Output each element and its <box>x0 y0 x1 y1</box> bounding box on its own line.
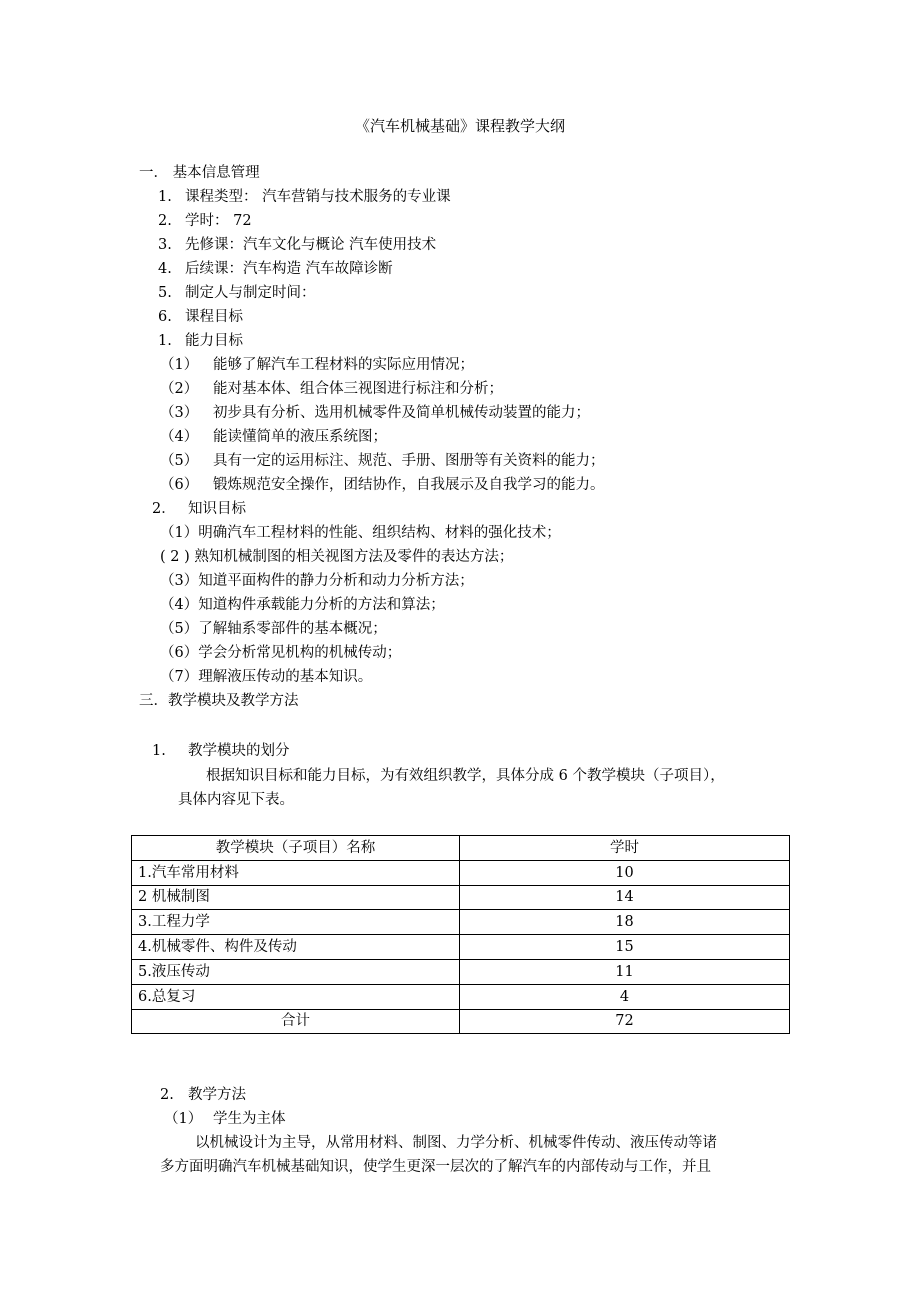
doc-title: 《汽车机械基础》课程教学大纲 <box>354 117 565 135</box>
module-name: 4.机械零件、构件及传动 <box>132 935 460 960</box>
knowledge-item: （4）知道构件承载能力分析的方法和算法； <box>160 597 445 613</box>
method-paragraph-line-2: 多方面明确汽车机械基础知识，使学生更深一层次的了解汽车的内部传动与工作，并且 <box>160 1159 711 1175</box>
module-name: 3.工程力学 <box>132 910 460 935</box>
list-item-text: 先修课：汽车文化与概论 汽车使用技术 <box>185 237 437 253</box>
module-name: 6.总复习 <box>132 984 460 1009</box>
table-row <box>132 984 790 1009</box>
ability-num: （6） <box>160 477 199 493</box>
section-heading-basic-info: 一． 基本信息管理 <box>139 165 260 181</box>
ability-text: 能够了解汽车工程材料的实际应用情况； <box>213 357 474 373</box>
ability-text: 初步具有分析、选用机械零件及简单机械传动装置的能力； <box>213 405 590 421</box>
ability-num: （5） <box>160 453 199 469</box>
list-item-text: 能力目标 <box>185 333 243 349</box>
list-item-text: 课程目标 <box>185 309 243 325</box>
module-hours: 11 <box>460 959 790 984</box>
knowledge-heading-num: 2． <box>152 501 176 517</box>
module-name: 5.液压传动 <box>132 959 460 984</box>
knowledge-item: （1）明确汽车工程材料的性能、组织结构、材料的强化技术； <box>160 525 561 541</box>
table-header-name: 教学模块（子项目）名称 <box>132 836 460 861</box>
method-paragraph-line-1: 以机械设计为主导，从常用材料、制图、力学分析、机械零件传动、液压传动等诸 <box>195 1135 717 1151</box>
module-hours: 4 <box>460 984 790 1009</box>
list-item-text: 制定人与制定时间： <box>185 285 316 301</box>
list-item-num: 5. <box>158 285 172 301</box>
ability-num: （2） <box>160 381 199 397</box>
table-row <box>132 910 790 935</box>
knowledge-item: （5）了解轴系零部件的基本概况； <box>160 621 387 637</box>
table-row <box>132 860 790 885</box>
ability-text: 能对基本体、组合体三视图进行标注和分析； <box>213 381 503 397</box>
intro-line-1: 根据知识目标和能力目标，为有效组织教学，具体分成 6 个教学模块（子项目）， <box>206 768 725 784</box>
ability-text: 锻炼规范安全操作，团结协作，自我展示及自我学习的能力。 <box>213 477 605 493</box>
list-item-num: 2. <box>158 213 172 229</box>
list-item-num: 4. <box>158 261 172 277</box>
knowledge-item: ( 2 ) 熟知机械制图的相关视图方法及零件的表达方法； <box>160 549 514 565</box>
table-row <box>132 935 790 960</box>
total-hours: 72 <box>460 1009 790 1034</box>
list-item-num: 1. <box>158 189 172 205</box>
subheading-num: 1. <box>152 743 166 759</box>
ability-text: 具有一定的运用标注、规范、手册、图册等有关资料的能力； <box>213 453 605 469</box>
module-hours: 14 <box>460 885 790 910</box>
table-row <box>132 885 790 910</box>
list-item-text: 课程类型： 汽车营销与技术服务的专业课 <box>185 189 451 205</box>
subheading-num: 2. <box>160 1087 174 1103</box>
knowledge-item: （3）知道平面构件的静力分析和动力分析方法； <box>160 573 474 589</box>
subheading-text: 教学模块的划分 <box>188 743 290 759</box>
section-heading-modules: 三．教学模块及教学方法 <box>139 693 299 709</box>
module-hours: 10 <box>460 860 790 885</box>
list-item-text: 学时： 72 <box>185 213 252 229</box>
table-header-hours: 学时 <box>460 836 790 861</box>
list-item-num: 3. <box>158 237 172 253</box>
total-label: 合计 <box>132 1009 460 1034</box>
knowledge-item: （7）理解液压传动的基本知识。 <box>160 669 373 685</box>
method-num: （1） <box>164 1111 203 1127</box>
module-table <box>131 835 790 1034</box>
knowledge-heading-text: 知识目标 <box>188 501 246 517</box>
ability-num: （4） <box>160 429 199 445</box>
method-text: 学生为主体 <box>213 1111 286 1127</box>
table-row <box>132 959 790 984</box>
module-name: 1.汽车常用材料 <box>132 860 460 885</box>
ability-num: （1） <box>160 357 199 373</box>
module-name: 2 机械制图 <box>132 885 460 910</box>
module-hours: 18 <box>460 910 790 935</box>
intro-line-2: 具体内容见下表。 <box>178 792 294 808</box>
list-item-text: 后续课：汽车构造 汽车故障诊断 <box>185 261 393 277</box>
ability-text: 能读懂简单的液压系统图； <box>213 429 387 445</box>
subheading-text: 教学方法 <box>188 1087 246 1103</box>
module-hours: 15 <box>460 935 790 960</box>
ability-num: （3） <box>160 405 199 421</box>
knowledge-item: （6）学会分析常见机构的机械传动； <box>160 645 402 661</box>
list-item-num: 1. <box>158 333 172 349</box>
table-total-row <box>132 1009 790 1034</box>
list-item-num: 6. <box>158 309 172 325</box>
table-header-row <box>132 836 790 861</box>
